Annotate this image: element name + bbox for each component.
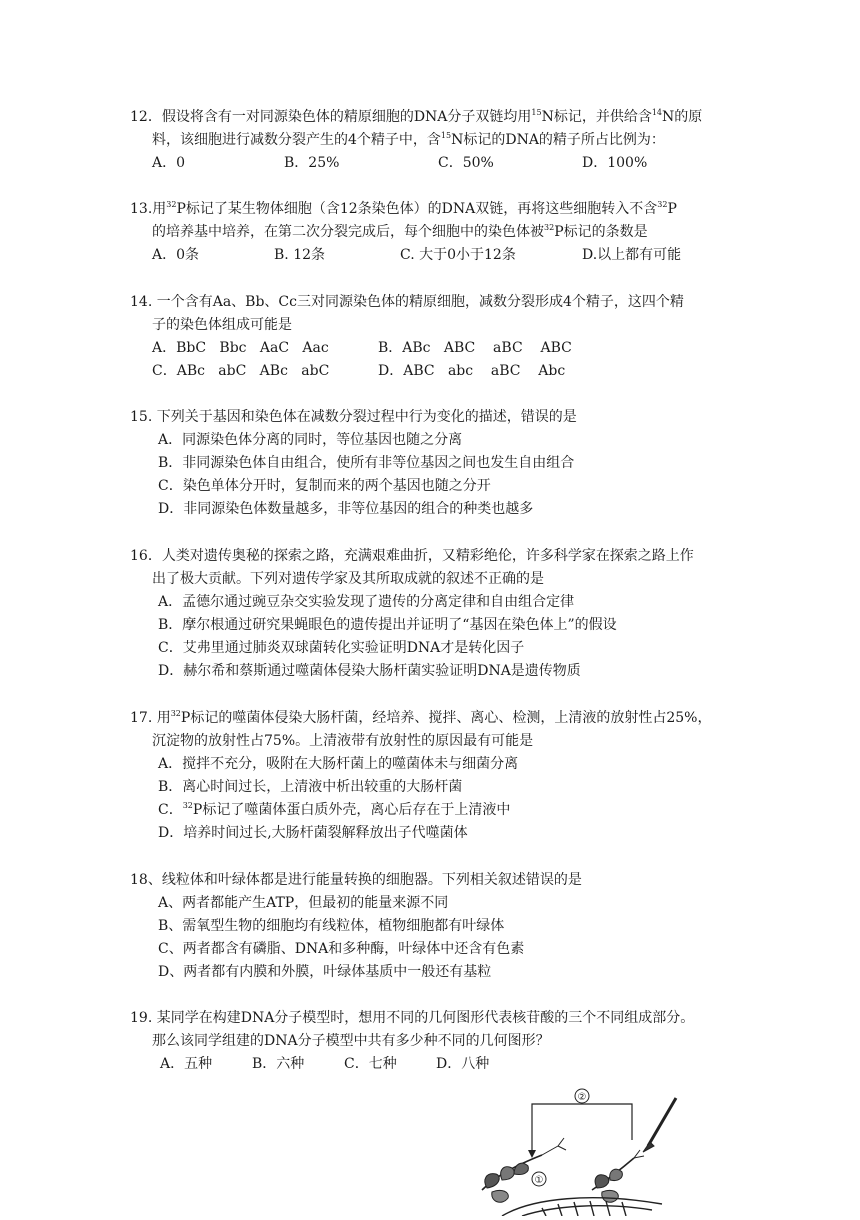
question-19-line-2: 那么该同学组建的DNA分子模型中共有多少种不同的几何图形？ — [152, 1033, 550, 1049]
option-b: B．摩尔根通过研究果蝇眼色的遗传提出并证明了“基因在染色体上”的假设 — [158, 617, 617, 633]
scion-left — [482, 1138, 566, 1202]
option-a: A．五种 — [160, 1056, 213, 1072]
option-b: B．六种 — [252, 1056, 305, 1072]
option-d: D．ABC abc aBC Abc — [378, 363, 566, 379]
question-15-stem: 15. 下列关于基因和染色体在减数分裂过程中行为变化的描述，错误的是 — [130, 409, 577, 425]
option-a: A．0条 — [152, 247, 200, 263]
label-1: ① — [534, 1175, 544, 1186]
option-d: D.以上都有可能 — [582, 247, 682, 263]
question-16-line-1: 16．人类对遗传奥秘的探索之路，充满艰难曲折，又精彩绝伦，许多科学家在探索之路上作 — [130, 548, 694, 564]
question-12-line-1: 12．假设将含有一对同源染色体的精原细胞的DNA分子双链均用$^{15}$N标记，并供给含$^{14}$N的原 — [130, 108, 703, 125]
option-b: B. 12条 — [274, 247, 326, 263]
label-2: ② — [577, 1092, 587, 1103]
question-14 — [130, 291, 730, 383]
question-12 — [130, 106, 730, 175]
question-19-line-1: 19. 某同学在构建DNA分子模型时，想用不同的几何图形代表核苷酸的三个不同组成部分。 — [130, 1010, 695, 1026]
option-c: C．染色单体分开时，复制而来的两个基因也随之分开 — [158, 478, 491, 494]
question-15 — [130, 406, 730, 521]
option-a: A、两者都能产生ATP，但最初的能量来源不同 — [158, 895, 449, 911]
option-d: D．培养时间过长,大肠杆菌裂解释放出子代噬菌体 — [158, 825, 468, 841]
option-b: B．非同源染色体自由组合，使所有非等位基因之间也发生自由组合 — [158, 455, 575, 471]
question-19-options — [130, 1053, 730, 1076]
question-14-line-2: 子的染色体组成可能是 — [152, 317, 292, 333]
question-18 — [130, 869, 730, 984]
option-b: B．25% — [284, 155, 340, 171]
option-c: C、两者都含有磷脂、DNA和多种酶，叶绿体中还含有色素 — [158, 941, 525, 957]
question-12-options — [130, 152, 730, 175]
question-16-line-2: 出了极大贡献。下列对遗传学家及其所取成就的叙述不正确的是 — [152, 571, 544, 587]
pod-bottom — [502, 1198, 662, 1216]
option-d: D．非同源染色体数量越多，非等位基因的组合的种类也越多 — [158, 501, 534, 517]
option-a: A．孟德尔通过豌豆杂交实验发现了遗传的分离定律和自由组合定律 — [158, 594, 575, 610]
option-c: C. 大于0小于12条 — [400, 247, 516, 263]
option-c: C．ABc abC ABc abC — [152, 363, 330, 379]
question-12-line-2: 料，该细胞进行减数分裂产生的4个精子中，含$^{15}$N标记的DNA的精子所占比例为： — [152, 131, 665, 148]
option-b: B．ABc ABC aBC ABC — [378, 340, 572, 356]
question-13-line-2: 的培养基中培养，在第二次分裂完成后，每个细胞中的染色体被$^{32}$P标记的条数是 — [152, 223, 648, 240]
option-a: A．BbC Bbc AaC Aac — [152, 340, 329, 356]
question-16 — [130, 545, 730, 683]
question-13-line-1: 13.用$^{32}$P标记了某生物体细胞（含12条染色体）的DNA双链，再将这些细胞转入不含$^{32}$P — [130, 200, 677, 217]
option-b: B．离心时间过长，上清液中析出较重的大肠杆菌 — [158, 779, 463, 795]
option-b: B、需氧型生物的细胞均有线粒体，植物细胞都有叶绿体 — [158, 918, 505, 934]
question-14-options-row-1 — [130, 337, 730, 360]
option-c: C．艾弗里通过肺炎双球菌转化实验证明DNA才是转化因子 — [158, 640, 525, 656]
option-d: D、两者都有内膜和外膜，叶绿体基质中一般还有基粒 — [158, 964, 492, 980]
question-19 — [130, 1007, 730, 1076]
question-14-line-1: 14. 一个含有Aa、Bb、Cc三对同源染色体的精原细胞，减数分裂形成4个精子，这四个精 — [130, 294, 684, 310]
option-c: C．$^{32}$P标记了噬菌体蛋白质外壳，离心后存在于上清液中 — [158, 801, 511, 818]
grafting-figure — [462, 1080, 692, 1216]
option-a: A．搅拌不充分，吸附在大肠杆菌上的噬菌体未与细菌分离 — [158, 756, 519, 772]
option-d: D．八种 — [436, 1056, 490, 1072]
question-13-options — [130, 244, 730, 267]
option-a: A．同源染色体分离的同时，等位基因也随之分离 — [158, 432, 463, 448]
question-17-line-2: 沉淀物的放射性占75%。上清液带有放射性的原因最有可能是 — [152, 733, 534, 749]
scion-right — [592, 1098, 676, 1202]
option-c: C．七种 — [344, 1056, 397, 1072]
grafting-illustration — [462, 1080, 692, 1216]
question-18-stem: 18、线粒体和叶绿体都是进行能量转换的细胞器。下列相关叙述错误的是 — [130, 872, 582, 888]
question-17-line-1: 17. 用$^{32}$P标记的噬菌体侵染大肠杆菌，经培养、搅拌、离心、检测，上清液的放射性占25%， — [130, 709, 712, 726]
question-13 — [130, 198, 730, 267]
option-d: D．100% — [582, 155, 648, 171]
option-c: C．50% — [438, 155, 494, 171]
option-a: A．0 — [152, 155, 186, 171]
question-14-options-row-2 — [130, 360, 730, 383]
option-d: D．赫尔希和蔡斯通过噬菌体侵染大肠杆菌实验证明DNA是遗传物质 — [158, 663, 581, 679]
question-17 — [130, 707, 730, 845]
